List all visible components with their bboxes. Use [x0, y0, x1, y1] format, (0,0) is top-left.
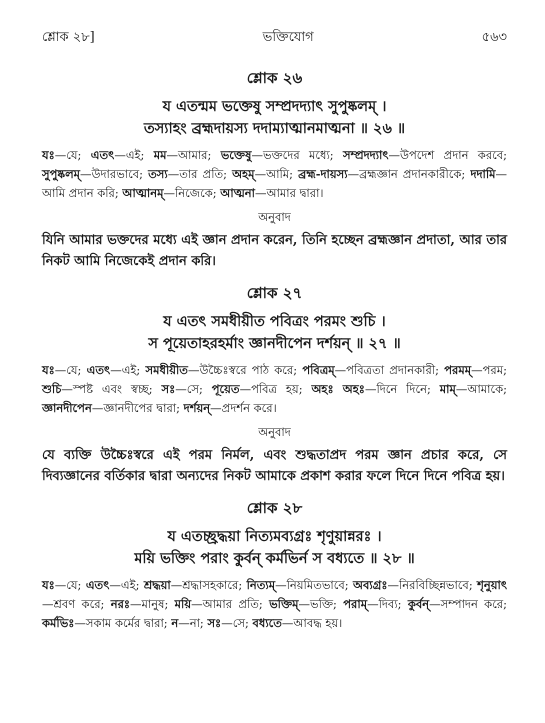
- synonym-meaning: প্রদর্শন করে।: [221, 401, 277, 415]
- synonyms: যঃ—যে; এতৎ—এই; শ্রদ্ধয়া—শ্রদ্ধাসহকারে; নিত্যম্—নিয়মিতভাবে; অব্যগ্রঃ—নিরবিচ্ছিন্নভাবে; শৃনুয়াৎ—শ্রবণ করে; নরঃ—মানুষ; ময়ি—আমার প্রতি; ভক্তিম্—ভক্তি; পরাম্—দিব্য; কুর্বন্—সম্পাদন করে; কর্মভিঃ—সকাম কর্মের দ্বারা; ন—না; সঃ—সে; বধ্যতে—আবদ্ধ হয়।: [42, 578, 508, 630]
- synonym-word: সুপুষ্কলম্: [42, 167, 81, 181]
- synonym-meaning: জ্ঞানদীপের দ্বারা;: [103, 401, 180, 415]
- synonym-word: অহম্: [232, 167, 255, 181]
- synonym-meaning: শ্রবণ করে;: [53, 597, 105, 611]
- synonym-meaning: আমার;: [178, 148, 212, 162]
- verse-block-27: [42, 282, 507, 487]
- synonym-meaning: পবিত্রতা প্রদানকারী;: [346, 363, 439, 377]
- synonym-word: অব্যগ্রঃ: [353, 578, 388, 592]
- synonym-word: নিত্যম্: [246, 578, 276, 592]
- synonym-meaning: দিনে দিনে;: [376, 382, 431, 396]
- verse-line: ময়ি ভক্তিং পরাং কুর্বন্ কর্মভির্ন স বধ্যতে ॥ ২৮ ॥: [134, 550, 415, 567]
- verse-line: য এতৎ সমধীয়ীত পবিত্রং পরমং শুচি ।: [163, 313, 386, 330]
- verse-heading: শ্লোক ২৬: [246, 69, 303, 87]
- synonym-meaning: আমার দ্বারা।: [266, 186, 324, 200]
- synonym-meaning: আমি প্রদান করি;: [42, 186, 119, 200]
- header-verse-ref: শ্লোক ২৮]: [42, 30, 95, 45]
- translation-text: যে ব্যক্তি উচ্চৈঃস্বরে এই পরম নির্মল, এবং শুদ্ধতাপ্রদ পরম জ্ঞান প্রচার করে, সে দিব্যজ্ঞানের বর্তিকার দ্বারা অন্যদের নিকট আমাকে প্রকাশ করার ফলে দিনে দিনে পবিত্র হয়।: [42, 448, 507, 484]
- synonym-meaning: যে;: [66, 578, 82, 592]
- synonym-word: এতৎ: [90, 148, 115, 162]
- synonym-meaning: পরম;: [482, 363, 508, 377]
- synonym-word: ভক্তেষু: [220, 148, 252, 162]
- synonym-meaning: ভক্তি;: [310, 597, 337, 611]
- synonym-meaning: আমাকে;: [467, 382, 508, 396]
- synonym-meaning: উপদেশ প্রদান করবে;: [400, 148, 508, 162]
- synonym-meaning: আবদ্ধ হয়।: [293, 616, 343, 630]
- synonym-meaning: ব্রহ্মজ্ঞান প্রদানকারীকে;: [359, 167, 466, 181]
- synonym-meaning: না;: [189, 616, 204, 630]
- synonym-word: আত্মানম্: [122, 186, 164, 200]
- synonym-meaning: পবিত্র হয়;: [251, 382, 303, 396]
- verse-heading: শ্লোক ২৮: [246, 499, 303, 517]
- synonym-word: পবিত্রম্: [302, 363, 335, 377]
- synonym-word: কর্মভিঃ: [42, 616, 75, 630]
- synonym-word: ন: [171, 616, 179, 630]
- synonym-meaning: মানুষ;: [141, 597, 169, 611]
- synonym-word: পরমম্: [444, 363, 472, 377]
- synonym-word: সমধীয়ীত: [145, 363, 188, 377]
- synonym-word: সম্প্রদদ্যাৎ: [343, 148, 389, 162]
- synonym-meaning: এই;: [125, 148, 145, 162]
- synonym-word: দদামি: [470, 167, 496, 181]
- verse-line: য এতন্মম ভক্তেষু সম্প্রদদ্যাৎ সুপুষ্কলম্ ।: [162, 98, 387, 115]
- verse-block-26: [42, 67, 507, 272]
- synonym-word: যঃ: [42, 148, 55, 162]
- synonym-word: মম: [153, 148, 167, 162]
- synonym-word: যঃ: [42, 578, 55, 592]
- synonym-word: এতৎ: [86, 363, 111, 377]
- verse-heading: শ্লোক ২৭: [246, 284, 303, 302]
- translation-text: যিনি আমার ভক্তদের মধ্যে এই জ্ঞান প্রদান করেন, তিনি হচ্ছেন ব্রহ্মজ্ঞান প্রদাতা, আর তার নিকট আমি নিজেকেই প্রদান করি।: [42, 233, 507, 269]
- translation-label: অনুবাদ: [258, 425, 291, 439]
- synonym-word: ব্রহ্ম-দায়স্য: [298, 167, 348, 181]
- synonym-word: শ্রদ্ধয়া: [143, 578, 171, 592]
- synonym-meaning: শ্রদ্ধাসহকারে;: [182, 578, 243, 592]
- synonym-meaning: যে;: [66, 148, 82, 162]
- synonym-word: জ্ঞানদীপেন: [42, 401, 92, 415]
- synonym-word: ময়ি: [174, 597, 192, 611]
- synonym-word: পরাম্: [343, 597, 368, 611]
- synonyms: যঃ—যে; এতৎ—এই; মম—আমার; ভক্তেষু—ভক্তদের মধ্যে; সম্প্রদদ্যাৎ—উপদেশ প্রদান করবে; সুপুষ্কলম্—উদারভাবে; তস্য—তার প্রতি; অহম্—আমি; ব্রহ্ম-দায়স্য—ব্রহ্মজ্ঞান প্রদানকারীকে; দদামি—আমি প্রদান করি; আত্মানম্—নিজেকে; আত্মনা—আমার দ্বারা।: [42, 148, 508, 200]
- verse-line: স পূয়েতাহরহর্মাং জ্ঞানদীপেন দর্শয়ন্ ॥ ২৭ ॥: [148, 335, 401, 352]
- synonym-meaning: উচ্চৈঃস্বরে পাঠ করে;: [199, 363, 298, 377]
- synonym-meaning: এই;: [121, 363, 141, 377]
- synonym-meaning: এই;: [120, 578, 140, 592]
- synonym-meaning: সে;: [186, 382, 203, 396]
- synonym-meaning: সম্পাদন করে;: [440, 597, 508, 611]
- synonym-meaning: নিজেকে;: [175, 186, 217, 200]
- synonym-word: দর্শয়ন্: [183, 401, 211, 415]
- synonym-meaning: সে;: [232, 616, 249, 630]
- synonym-meaning: ভক্তদের মধ্যে;: [262, 148, 334, 162]
- header-chapter-title: ভক্তিযোগ: [262, 30, 314, 45]
- synonym-word: যঃ: [42, 363, 55, 377]
- synonym-meaning: নিরবিচ্ছিন্নভাবে;: [398, 578, 473, 592]
- synonym-meaning: যে;: [66, 363, 82, 377]
- synonym-meaning: নিয়মিতভাবে;: [286, 578, 349, 592]
- synonym-word: বধ্যতে: [252, 616, 282, 630]
- synonym-meaning: স্পষ্ট এবং স্বচ্ছ;: [72, 382, 153, 396]
- synonym-word: এতৎ: [85, 578, 110, 592]
- running-header: [42, 28, 507, 49]
- synonym-word: মাম্: [439, 382, 456, 396]
- synonym-word: ভক্তিম্: [269, 597, 299, 611]
- header-page-number: ৫৬৩: [481, 30, 507, 45]
- synonym-word: অহঃ অহঃ: [311, 382, 365, 396]
- synonym-word: পূয়েত: [211, 382, 240, 396]
- translation-label: অনুবাদ: [258, 210, 291, 224]
- synonym-meaning: সকাম কর্মের দ্বারা;: [85, 616, 168, 630]
- synonym-meaning: আমার প্রতি;: [202, 597, 263, 611]
- synonym-word: সঃ: [161, 382, 176, 396]
- verse-block-28: [42, 497, 507, 633]
- synonym-word: শুচি: [42, 382, 62, 396]
- verse-line: য এতচ্ছ্রদ্ধয়া নিত্যমব্যগ্রঃ শৃণুয়ান্নরঃ ।: [167, 528, 382, 545]
- synonym-word: নরঃ: [110, 597, 131, 611]
- synonym-word: তস্য: [148, 167, 168, 181]
- synonym-meaning: তার প্রতি;: [179, 167, 228, 181]
- synonym-word: কুর্বন্: [407, 597, 430, 611]
- synonym-meaning: উদারভাবে;: [91, 167, 144, 181]
- synonym-word: শৃনুয়াৎ: [477, 578, 508, 592]
- synonym-word: সঃ: [207, 616, 222, 630]
- synonyms: যঃ—যে; এতৎ—এই; সমধীয়ীত—উচ্চৈঃস্বরে পাঠ করে; পবিত্রম্—পবিত্রতা প্রদানকারী; পরমম্—পরম; শুচি—স্পষ্ট এবং স্বচ্ছ; সঃ—সে; পূয়েত—পবিত্র হয়; অহঃ অহঃ—দিনে দিনে; মাম্—আমাকে; জ্ঞানদীপেন—জ্ঞানদীপের দ্বারা; দর্শয়ন্—প্রদর্শন করে।: [42, 363, 508, 415]
- verse-line: তস্যাহং ব্রহ্মদায়স্য দদাম্যাত্মানমাত্মনা ॥ ২৬ ॥: [143, 120, 406, 137]
- synonym-meaning: আমি;: [266, 167, 294, 181]
- synonym-word: আত্মনা: [220, 186, 255, 200]
- synonym-meaning: দিব্য;: [378, 597, 402, 611]
